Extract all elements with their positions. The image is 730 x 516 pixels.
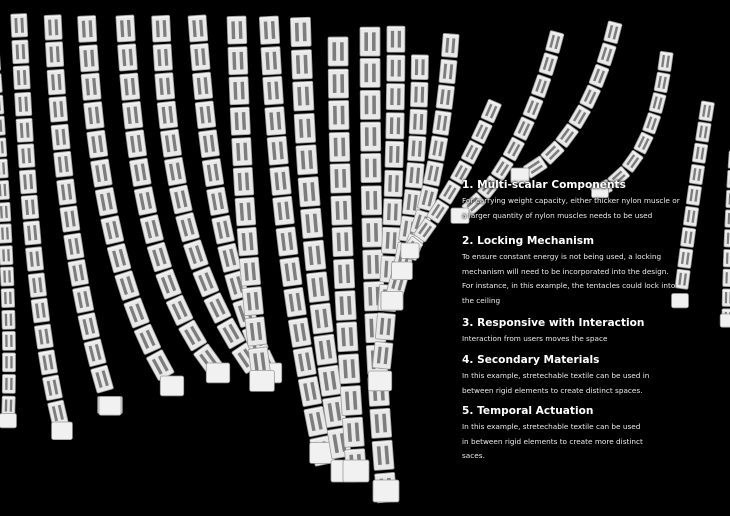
module-block bbox=[405, 162, 424, 188]
module-block bbox=[157, 101, 178, 129]
module-block bbox=[239, 257, 260, 286]
module-block bbox=[23, 221, 41, 246]
module-block bbox=[25, 247, 43, 272]
module-block bbox=[84, 101, 105, 129]
module-block bbox=[383, 198, 402, 225]
module-block bbox=[318, 365, 342, 397]
module-block bbox=[245, 317, 267, 346]
module-end-cap bbox=[206, 363, 229, 383]
module-block bbox=[160, 129, 181, 157]
note-secondary-materials bbox=[462, 353, 730, 398]
module-block bbox=[227, 16, 247, 44]
note-line: For carrying weight capacity, either thicker nylon muscle or bbox=[462, 196, 680, 205]
module-block bbox=[57, 179, 77, 206]
module-block bbox=[64, 233, 85, 260]
module-block bbox=[129, 158, 151, 187]
note-line: a larger quantity of nylon muscles needs to be used bbox=[462, 210, 653, 220]
module-block bbox=[265, 107, 286, 136]
note-line: mechanism will need to be incorporated into the design. bbox=[462, 266, 669, 276]
module-block bbox=[118, 44, 138, 71]
module-block bbox=[331, 196, 352, 226]
module-block bbox=[263, 76, 284, 105]
module-block bbox=[338, 354, 360, 384]
module-block bbox=[439, 59, 457, 84]
note-line: the ceiling bbox=[462, 295, 501, 305]
module-block bbox=[658, 51, 673, 71]
note-line: For instance, in this example, the tentacles could lock into bbox=[462, 281, 676, 290]
module-block bbox=[116, 15, 136, 42]
module-block bbox=[242, 287, 264, 316]
module-block bbox=[340, 385, 362, 415]
module-block bbox=[411, 55, 428, 80]
module-block bbox=[79, 45, 99, 72]
module-end-cap bbox=[392, 262, 413, 280]
module-block bbox=[122, 101, 143, 129]
module-block bbox=[2, 310, 15, 329]
note-multi-scalar-components bbox=[462, 178, 730, 223]
module-block bbox=[0, 224, 12, 244]
note-body bbox=[462, 369, 730, 398]
module-block bbox=[261, 46, 282, 75]
module-block bbox=[360, 58, 380, 87]
module-block bbox=[2, 374, 15, 393]
module-block bbox=[202, 158, 224, 186]
note-heading: 5. Temporal Actuation bbox=[462, 405, 594, 417]
module-block bbox=[441, 33, 459, 57]
note-line: In this example, stretechable textile can be used bbox=[462, 422, 641, 431]
module-block bbox=[230, 107, 250, 135]
module-end-cap bbox=[373, 480, 399, 502]
module-block bbox=[18, 144, 36, 168]
module-block bbox=[270, 166, 292, 195]
module-block bbox=[288, 317, 311, 347]
note-locking-mechanism bbox=[462, 234, 730, 308]
note-heading: 3. Responsive with Interaction bbox=[462, 317, 645, 329]
module-block bbox=[329, 132, 350, 161]
module-block bbox=[296, 145, 318, 175]
module-end-cap bbox=[368, 371, 391, 391]
module-block bbox=[290, 17, 311, 47]
module-block bbox=[190, 43, 210, 70]
module-block bbox=[229, 77, 249, 105]
module-block bbox=[332, 227, 353, 257]
module-block bbox=[0, 116, 5, 136]
module-block bbox=[267, 136, 288, 165]
module-block bbox=[386, 113, 404, 139]
module-block bbox=[0, 138, 7, 158]
module-block bbox=[0, 159, 8, 179]
module-block bbox=[259, 16, 279, 45]
module-block bbox=[0, 246, 13, 265]
module-block bbox=[407, 136, 426, 162]
module-block bbox=[699, 101, 715, 122]
module-block bbox=[330, 164, 351, 194]
module-end-cap bbox=[160, 376, 183, 396]
module-block bbox=[188, 15, 208, 42]
module-block bbox=[328, 37, 348, 66]
note-line: Interaction from users moves the space bbox=[462, 334, 608, 343]
module-block bbox=[2, 331, 15, 350]
module-block bbox=[436, 85, 455, 110]
module-block bbox=[370, 408, 392, 438]
module-block bbox=[385, 141, 404, 168]
module-block bbox=[276, 227, 298, 257]
module-block bbox=[198, 130, 219, 158]
module-block bbox=[34, 324, 53, 349]
module-block bbox=[310, 303, 333, 334]
module-block bbox=[432, 110, 451, 135]
module-block bbox=[360, 90, 380, 119]
module-block bbox=[2, 396, 16, 415]
note-heading: 2. Locking Mechanism bbox=[462, 235, 595, 247]
note-line: In this example, stretechable textile can be used in bbox=[462, 371, 650, 380]
module-block bbox=[335, 290, 356, 320]
module-block bbox=[410, 82, 428, 107]
note-body bbox=[462, 194, 730, 223]
module-block bbox=[291, 50, 312, 80]
module-block bbox=[0, 202, 11, 222]
module-block bbox=[386, 84, 404, 110]
module-block bbox=[293, 347, 316, 377]
module-block bbox=[78, 15, 97, 42]
note-line: To ensure constant energy is not being used, a locking bbox=[462, 252, 662, 261]
note-body bbox=[462, 332, 730, 347]
module-block bbox=[303, 240, 326, 271]
module-block bbox=[195, 101, 216, 129]
module-block bbox=[155, 73, 175, 100]
module-block bbox=[232, 137, 252, 166]
module-block bbox=[428, 136, 448, 162]
module-block bbox=[2, 353, 15, 372]
module-block bbox=[329, 100, 350, 129]
note-temporal-actuation bbox=[462, 404, 730, 464]
module-block bbox=[328, 69, 348, 98]
module-block bbox=[228, 47, 248, 75]
module-block bbox=[695, 122, 711, 143]
module-block bbox=[300, 208, 322, 239]
module-block bbox=[12, 40, 29, 64]
module-block bbox=[120, 73, 140, 101]
module-block bbox=[306, 272, 329, 303]
module-block bbox=[31, 298, 50, 323]
module-end-cap bbox=[401, 243, 419, 258]
module-block bbox=[28, 273, 46, 298]
module-block bbox=[47, 69, 66, 95]
module-block bbox=[342, 417, 364, 447]
module-block bbox=[54, 151, 73, 177]
module-block bbox=[125, 130, 146, 158]
module-block bbox=[38, 350, 58, 376]
module-block bbox=[333, 259, 354, 289]
note-heading: 1. Multi-scalar Components bbox=[462, 179, 626, 191]
module-end-cap bbox=[381, 292, 403, 311]
module-block bbox=[0, 180, 10, 200]
module-block bbox=[361, 186, 382, 215]
module-block bbox=[45, 42, 63, 68]
module-block bbox=[375, 313, 395, 341]
module-block bbox=[314, 334, 338, 365]
module-block bbox=[409, 109, 427, 134]
module-block bbox=[235, 197, 256, 226]
note-body bbox=[462, 250, 730, 308]
module-end-cap bbox=[99, 397, 121, 416]
module-block bbox=[336, 322, 358, 352]
module-block bbox=[273, 196, 295, 225]
module-block bbox=[294, 113, 316, 143]
module-block bbox=[1, 288, 15, 307]
module-block bbox=[164, 157, 186, 186]
module-block bbox=[233, 167, 254, 196]
module-block bbox=[60, 206, 80, 233]
module-block bbox=[372, 341, 393, 369]
note-heading: 4. Secondary Materials bbox=[462, 354, 600, 366]
module-block bbox=[44, 15, 62, 40]
module-end-cap bbox=[250, 371, 275, 392]
note-responsive-with-interaction bbox=[462, 316, 730, 347]
module-block bbox=[280, 257, 302, 287]
module-block bbox=[87, 130, 108, 158]
module-block bbox=[16, 118, 33, 142]
module-block bbox=[13, 66, 30, 90]
module-block bbox=[51, 124, 70, 150]
module-block bbox=[384, 170, 403, 197]
module-end-cap bbox=[0, 414, 16, 428]
module-block bbox=[153, 44, 173, 71]
module-block bbox=[293, 81, 314, 111]
module-block bbox=[49, 96, 68, 122]
module-block bbox=[90, 159, 112, 188]
module-block bbox=[387, 55, 405, 81]
module-block bbox=[237, 227, 258, 256]
module-block bbox=[692, 143, 708, 164]
note-line: between rigid elements to create distinct spaces. bbox=[462, 385, 643, 395]
module-block bbox=[387, 26, 405, 52]
note-line: in between rigid elements to create more distinct bbox=[462, 436, 643, 446]
module-block bbox=[360, 27, 380, 56]
module-block bbox=[284, 287, 307, 317]
module-block bbox=[19, 170, 37, 194]
module-block bbox=[15, 92, 32, 116]
module-block bbox=[0, 267, 14, 286]
module-block bbox=[372, 440, 394, 470]
module-block bbox=[298, 177, 320, 207]
note-line: saces. bbox=[462, 451, 485, 460]
module-block bbox=[81, 73, 101, 101]
module-block bbox=[360, 122, 380, 151]
module-block bbox=[152, 15, 171, 42]
module-block bbox=[21, 195, 39, 219]
module-end-cap bbox=[52, 422, 73, 440]
module-block bbox=[11, 13, 28, 37]
module-block bbox=[361, 153, 381, 182]
module-block bbox=[192, 72, 212, 100]
module-block bbox=[68, 259, 89, 286]
module-end-cap bbox=[343, 460, 369, 482]
note-body bbox=[462, 420, 730, 464]
module-block bbox=[362, 218, 383, 247]
